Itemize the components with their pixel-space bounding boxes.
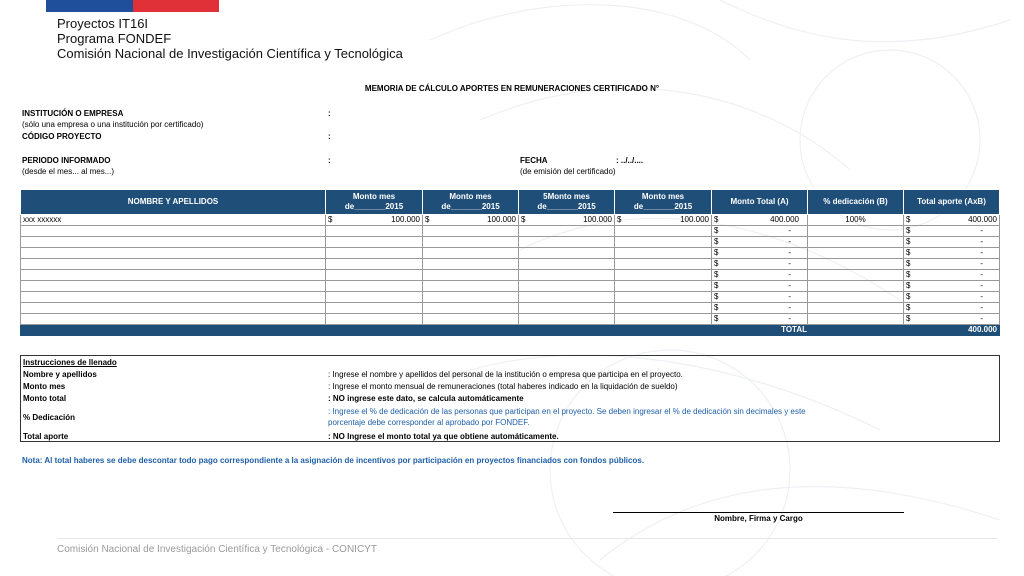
monto-mes-1-cell[interactable]: [326, 314, 423, 325]
fecha-note: (de emisión del certificado): [520, 167, 616, 176]
monto-mes-1-cell[interactable]: [326, 226, 423, 237]
signature-label: Nombre, Firma y Cargo: [714, 514, 803, 523]
monto-mes-2-cell[interactable]: [423, 215, 519, 226]
dedicacion-cell[interactable]: [808, 314, 904, 325]
currency-sign: $: [714, 215, 719, 224]
fecha-label: FECHA: [520, 156, 548, 165]
currency-sign: $: [714, 259, 719, 268]
monto-mes-1-cell[interactable]: [326, 281, 423, 292]
flag-blue-bar: [46, 0, 133, 12]
currency-sign: $: [714, 270, 719, 279]
currency-sign: $: [906, 248, 911, 257]
total-aporte-cell: [904, 292, 1000, 303]
form-title: MEMORIA DE CÁLCULO APORTES EN REMUNERACIONES CERTIFICADO N°: [364, 84, 660, 93]
monto-mes-4-cell[interactable]: [615, 215, 712, 226]
monto-mes-1-cell[interactable]: [326, 270, 423, 281]
table-row: [21, 314, 1000, 325]
dash-value: -: [980, 259, 983, 268]
currency-sign: $: [906, 226, 911, 235]
currency-sign: $: [714, 237, 719, 246]
table-row: [21, 270, 1000, 281]
monto-mes-4-cell[interactable]: [615, 259, 712, 270]
monto-mes-2-cell[interactable]: [423, 237, 519, 248]
currency-sign: $: [714, 226, 719, 235]
currency-sign: $: [425, 215, 430, 224]
dash-value: -: [788, 303, 791, 312]
currency-sign: $: [906, 215, 911, 224]
monto-mes-4-cell[interactable]: [615, 237, 712, 248]
currency-sign: $: [617, 215, 622, 224]
monto-total-cell: [712, 226, 808, 237]
monto-mes-2-cell[interactable]: [423, 303, 519, 314]
dash-value: -: [980, 226, 983, 235]
monto-mes-3-cell[interactable]: [519, 281, 615, 292]
total-aporte-cell: [904, 237, 1000, 248]
monto-mes-1-cell[interactable]: [326, 303, 423, 314]
institucion-note: (sólo una empresa o una institución por certificado): [22, 120, 204, 129]
dash-value: -: [788, 259, 791, 268]
dedicacion-cell[interactable]: [808, 303, 904, 314]
instr-text-monto-mes: : Ingrese el monto mensual de remuneraciones (total haberes indicado en la liquidación de sueldo): [328, 382, 678, 391]
row-name-cell[interactable]: [21, 303, 326, 314]
dash-value: -: [980, 281, 983, 290]
institucion-colon: :: [328, 109, 331, 118]
monto-mes-2-cell[interactable]: [423, 281, 519, 292]
header-monto-total: Monto Total (A): [712, 190, 808, 215]
monto-mes-3-value: 100.000: [583, 215, 612, 224]
currency-sign: $: [906, 292, 911, 301]
header-nombre: NOMBRE Y APELLIDOS: [21, 190, 326, 215]
header-monto-mes-2: Monto mes de_______2015: [423, 190, 519, 215]
row-name-cell[interactable]: [21, 292, 326, 303]
row-name-cell[interactable]: [21, 259, 326, 270]
monto-mes-4-cell[interactable]: [615, 248, 712, 259]
currency-sign: $: [906, 259, 911, 268]
monto-mes-3-cell[interactable]: [519, 270, 615, 281]
total-aporte-cell: [904, 303, 1000, 314]
fecha-value: : ../../....: [616, 156, 644, 165]
monto-mes-2-cell[interactable]: [423, 292, 519, 303]
total-aporte-cell: [904, 281, 1000, 292]
header-dedicacion: % dedicación (B): [808, 190, 904, 215]
table-header-row: [21, 190, 1000, 215]
monto-mes-1-cell[interactable]: [326, 237, 423, 248]
total-aporte-value: 400.000: [968, 215, 997, 224]
monto-mes-3-cell[interactable]: [519, 292, 615, 303]
monto-mes-4-cell[interactable]: [615, 303, 712, 314]
dash-value: -: [788, 270, 791, 279]
row-name-cell[interactable]: xxx xxxxxx: [21, 215, 326, 226]
currency-sign: $: [521, 215, 526, 224]
dash-value: -: [788, 248, 791, 257]
periodo-label: PERIODO INFORMADO: [22, 156, 111, 165]
monto-mes-3-cell[interactable]: [519, 215, 615, 226]
program-line-1: Proyectos IT16I: [57, 16, 149, 31]
institucion-label: INSTITUCIÓN O EMPRESA: [22, 109, 124, 118]
periodo-colon: :: [328, 156, 331, 165]
dash-value: -: [788, 292, 791, 301]
instr-label-monto-total: Monto total: [23, 394, 67, 403]
instr-label-monto-mes: Monto mes: [23, 382, 66, 391]
monto-mes-4-cell[interactable]: [615, 226, 712, 237]
dedicacion-cell[interactable]: [808, 259, 904, 270]
row-name-cell[interactable]: [21, 281, 326, 292]
row-name-cell[interactable]: [21, 248, 326, 259]
flag-red-bar: [133, 0, 219, 12]
monto-mes-2-cell[interactable]: [423, 270, 519, 281]
dash-value: -: [980, 292, 983, 301]
footer-divider: [57, 538, 997, 539]
signature-line: [613, 512, 904, 513]
table-row: [21, 303, 1000, 314]
instr-text-dedicacion-1: : Ingrese el % de dedicación de las personas que participan en el proyecto. Se deben ingresar el % de dedicación sin decimales y este: [328, 407, 806, 416]
monto-total-cell: [712, 281, 808, 292]
monto-mes-3-cell[interactable]: [519, 248, 615, 259]
dedicacion-cell[interactable]: [808, 281, 904, 292]
remuneraciones-table: [20, 189, 1000, 336]
currency-sign: $: [328, 215, 333, 224]
monto-mes-2-cell[interactable]: [423, 248, 519, 259]
row-name-cell[interactable]: [21, 237, 326, 248]
row-name-cell[interactable]: [21, 226, 326, 237]
monto-mes-2-value: 100.000: [487, 215, 516, 224]
dedicacion-cell[interactable]: 100%: [808, 215, 904, 226]
monto-total-cell: [712, 237, 808, 248]
currency-sign: $: [906, 303, 911, 312]
monto-total-cell: [712, 215, 808, 226]
monto-mes-4-cell[interactable]: [615, 314, 712, 325]
monto-mes-1-cell[interactable]: [326, 259, 423, 270]
table-row: [21, 215, 1000, 226]
instr-text-monto-total: : NO ingrese este dato, se calcula automáticamente: [328, 394, 524, 403]
total-value: 400.000: [904, 325, 1000, 336]
monto-mes-2-cell[interactable]: [423, 314, 519, 325]
dash-value: -: [980, 303, 983, 312]
monto-total-value: 400.000: [770, 215, 799, 224]
currency-sign: $: [714, 248, 719, 257]
total-aporte-cell: [904, 226, 1000, 237]
dash-value: -: [788, 237, 791, 246]
monto-mes-3-cell[interactable]: [519, 237, 615, 248]
currency-sign: $: [714, 314, 719, 323]
monto-mes-1-cell[interactable]: [326, 292, 423, 303]
header-monto-mes-1: Monto mes de_______2015: [326, 190, 423, 215]
total-aporte-cell: [904, 215, 1000, 226]
currency-sign: $: [906, 237, 911, 246]
total-label: TOTAL: [21, 325, 904, 336]
header-monto-mes-3: 5Monto mes de_______2015: [519, 190, 615, 215]
monto-mes-4-value: 100.000: [680, 215, 709, 224]
row-name-cell[interactable]: [21, 314, 326, 325]
instr-label-dedicacion: % Dedicación: [23, 413, 76, 422]
total-aporte-cell: [904, 270, 1000, 281]
monto-mes-1-cell[interactable]: [326, 215, 423, 226]
dash-value: -: [980, 248, 983, 257]
total-aporte-cell: [904, 259, 1000, 270]
nota-text: Nota: Al total haberes se debe descontar todo pago correspondiente a la asignación de incentivos por participación en proyectos financiados con fondos públicos.: [22, 456, 645, 465]
codigo-label: CÓDIGO PROYECTO: [22, 132, 102, 141]
monto-mes-1-cell[interactable]: [326, 248, 423, 259]
monto-mes-1-value: 100.000: [391, 215, 420, 224]
dash-value: -: [788, 281, 791, 290]
monto-mes-3-cell[interactable]: [519, 226, 615, 237]
program-line-2: Programa FONDEF: [57, 31, 172, 46]
monto-mes-3-cell[interactable]: [519, 314, 615, 325]
monto-mes-3-cell[interactable]: [519, 259, 615, 270]
monto-total-cell: [712, 303, 808, 314]
dash-value: -: [980, 314, 983, 323]
monto-total-cell: [712, 292, 808, 303]
currency-sign: $: [906, 270, 911, 279]
program-line-3: Comisión Nacional de Investigación Científica y Tecnológica: [57, 46, 403, 61]
currency-sign: $: [714, 281, 719, 290]
dedicacion-cell[interactable]: [808, 292, 904, 303]
dedicacion-cell[interactable]: [808, 237, 904, 248]
dash-value: -: [980, 237, 983, 246]
instructions-box: [20, 355, 1000, 442]
monto-mes-3-cell[interactable]: [519, 303, 615, 314]
dedicacion-cell[interactable]: [808, 248, 904, 259]
instructions-heading: Instrucciones de llenado: [23, 358, 117, 367]
table-row: [21, 281, 1000, 292]
currency-sign: $: [714, 292, 719, 301]
dash-value: -: [788, 226, 791, 235]
dedicacion-cell[interactable]: [808, 270, 904, 281]
dash-value: -: [980, 270, 983, 279]
monto-total-cell: [712, 259, 808, 270]
monto-mes-4-cell[interactable]: [615, 281, 712, 292]
monto-mes-4-cell[interactable]: [615, 292, 712, 303]
table-row: [21, 226, 1000, 237]
currency-sign: $: [906, 281, 911, 290]
dedicacion-cell[interactable]: [808, 226, 904, 237]
table-row: [21, 292, 1000, 303]
instr-label-total-aporte: Total aporte: [23, 432, 69, 441]
instr-text-dedicacion-2: porcentaje debe corresponder al aprobado por FONDEF.: [328, 418, 530, 427]
total-aporte-cell: [904, 248, 1000, 259]
header-monto-mes-4: Monto mes de_______2015: [615, 190, 712, 215]
table-row: [21, 259, 1000, 270]
header-total-aporte: Total aporte (AxB): [904, 190, 1000, 215]
monto-total-cell: [712, 314, 808, 325]
row-name-cell[interactable]: [21, 270, 326, 281]
total-aporte-cell: [904, 314, 1000, 325]
currency-sign: $: [714, 303, 719, 312]
monto-mes-2-cell[interactable]: [423, 226, 519, 237]
codigo-colon: :: [328, 132, 331, 141]
table-row: [21, 237, 1000, 248]
footer-text: Comisión Nacional de Investigación Científica y Tecnológica - CONICYT: [57, 544, 377, 555]
monto-mes-2-cell[interactable]: [423, 259, 519, 270]
instr-text-total-aporte: : NO Ingrese el monto total ya que obtiene automáticamente.: [328, 432, 559, 441]
monto-total-cell: [712, 270, 808, 281]
currency-sign: $: [906, 314, 911, 323]
monto-mes-4-cell[interactable]: [615, 270, 712, 281]
instr-label-nombre: Nombre y apellidos: [23, 370, 97, 379]
periodo-note: (desde el mes... al mes...): [22, 167, 115, 176]
instr-text-nombre: : Ingrese el nombre y apellidos del personal de la institución o empresa que participa en el proyecto.: [328, 370, 683, 379]
table-row: [21, 248, 1000, 259]
dash-value: -: [788, 314, 791, 323]
monto-total-cell: [712, 248, 808, 259]
total-row: [21, 325, 1000, 336]
